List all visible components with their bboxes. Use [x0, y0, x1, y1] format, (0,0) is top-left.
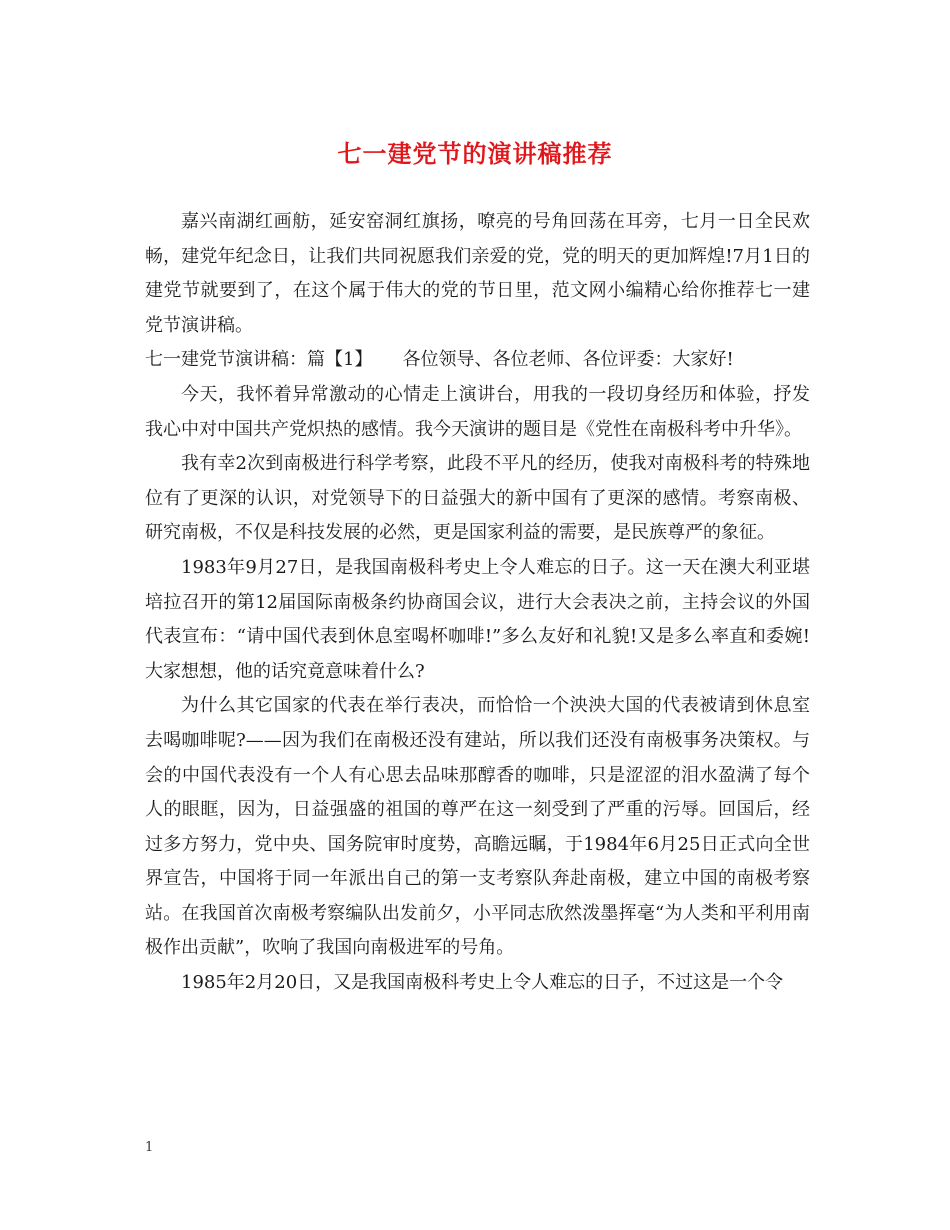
paragraph-5: 1985年2月20日，又是我国南极科考史上令人难忘的日子，不过这是一个令 [181, 972, 784, 994]
section-heading: 七一建党节演讲稿：篇【1】 [145, 349, 373, 371]
page-number: 1 [145, 1140, 154, 1155]
greeting: 各位领导、各位老师、各位评委：大家好! [402, 349, 734, 371]
document-title: 七一建党节的演讲稿推荐 [337, 139, 613, 168]
paragraph-1: 今天，我怀着异常激动的心情走上演讲台，用我的一段切身经历和体验，抒发我心中对中国共产党炽热的感情。我今天演讲的题目是《党性在南极科考中升华》。 [145, 383, 810, 440]
paragraph-3: 1983年9月27日，是我国南极科考史上令人难忘的日子。这一天在澳大利亚堪培拉召开的第12届国际南极条约协商国会议，进行大会表决之前，主持会议的外国代表宣布：“请中国代表到休息室喝杯咖啡!”多么友好和礼貌!又是多么率直和委婉!大家想想，他的话究竟意味着什么? [145, 556, 810, 682]
paragraph-4: 为什么其它国家的代表在举行表决，而恰恰一个泱泱大国的代表被请到休息室去喝咖啡呢?——因为我们在南极还没有建站，所以我们还没有南极事务决策权。与会的中国代表没有一个人有心思去品味那醇香的咖啡，只是涩涩的泪水盈满了每个人的眼眶，因为，日益强盛的祖国的尊严在这一刻受到了严重的污辱。回国后，经过多方努力，党中央、国务院审时度势，高瞻远瞩，于1984年6月25日正式向全世界宣告，中国将于同一年派出自己的第一支考察队奔赴南极，建立中国的南极考察站。在我国首次南极考察编队出发前夕，小平同志欣然泼墨挥毫“为人类和平利用南极作出贡献”，吹响了我国向南极进军的号角。 [145, 695, 810, 959]
intro-paragraph: 嘉兴南湖红画舫，延安窑洞红旗扬，嘹亮的号角回荡在耳旁，七月一日全民欢畅，建党年纪念日，让我们共同祝愿我们亲爱的党，党的明天的更加辉煌!7月1日的建党节就要到了，在这个属于伟大的党的节日里，范文网小编精心给你推荐七一建党节演讲稿。 [145, 211, 810, 336]
paragraph-2: 我有幸2次到南极进行科学考察，此段不平凡的经历，使我对南极科考的特殊地位有了更深的认识，对党领导下的日益强大的新中国有了更深的感情。考察南极、研究南极，不仅是科技发展的必然，更是国家利益的需要，是民族尊严的象征。 [145, 453, 810, 544]
section-heading-line [145, 343, 810, 378]
document-body [145, 205, 810, 1001]
